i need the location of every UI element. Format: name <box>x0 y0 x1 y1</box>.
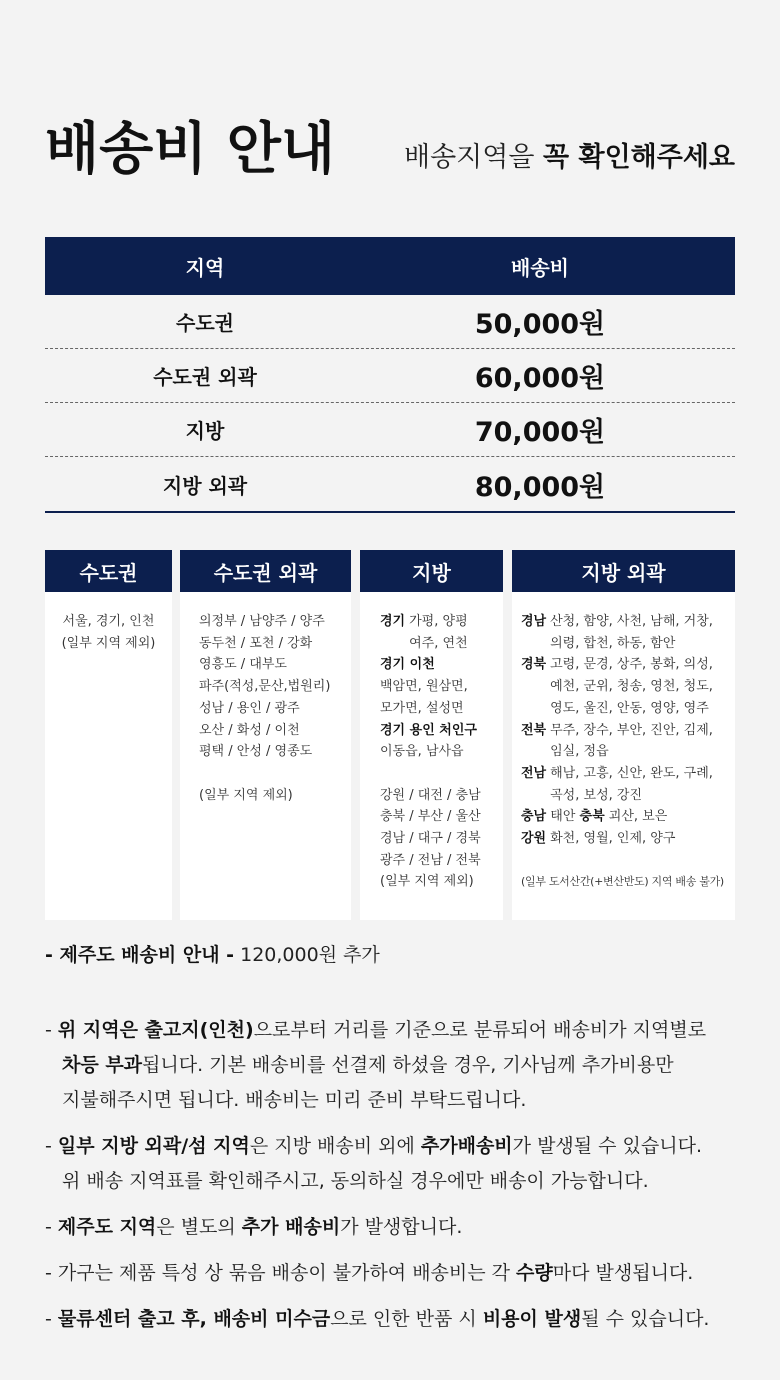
page-title: 배송비 안내 <box>45 117 335 182</box>
note-emphasis: 추가배송비 <box>420 1135 513 1157</box>
fee-amount: 70,000원 <box>474 417 606 448</box>
spacer <box>199 763 351 785</box>
fee-row <box>45 403 735 457</box>
zone-body <box>180 592 351 920</box>
note-item <box>45 1302 745 1337</box>
fee-region: 지방 외곽 <box>162 473 248 498</box>
zone-region-label: 충남 <box>521 809 547 825</box>
zone-body <box>512 592 735 920</box>
zone-column-province <box>360 550 503 920</box>
note-text: 으로부터 거리를 기준으로 분류되어 배송비가 지역별로 <box>253 1019 707 1041</box>
note-text: 가 발생합니다. <box>340 1216 463 1238</box>
zone-region-label: 경남 <box>521 614 547 629</box>
zone-region-label: 경북 <box>521 657 547 673</box>
zone-region-label: 전북 <box>521 722 547 738</box>
zone-group <box>521 806 735 828</box>
zone-group <box>521 720 735 763</box>
note-line <box>45 1083 745 1118</box>
zone-group <box>380 654 503 719</box>
note-line <box>45 1210 745 1245</box>
fee-amount: 50,000원 <box>474 309 606 340</box>
zone-line: 오산 / 화성 / 이천 <box>199 722 300 738</box>
zone-line: 의정부 / 남양주 / 양주 <box>199 614 325 629</box>
zone-line: 해남, 고흥, 신안, 완도, 구례, <box>550 765 713 781</box>
fee-row <box>45 349 735 403</box>
zone-region-label: 경기 <box>380 614 406 629</box>
zone-body <box>360 592 503 920</box>
note-line <box>45 1164 745 1199</box>
zone-line: 의령, 합천, 하동, 함안 <box>550 635 676 651</box>
zone-header: 수도권 외곽 <box>180 550 351 592</box>
note-line <box>45 1302 745 1337</box>
note-emphasis: 수량 <box>516 1262 553 1284</box>
zone-line: 무주, 장수, 부안, 진안, 김제, <box>550 722 713 738</box>
fee-amount: 60,000원 <box>474 363 606 394</box>
note-text: 으로 인한 반품 시 <box>330 1308 483 1330</box>
zone-line: 백암면, 원삼면, <box>380 679 468 695</box>
zone-group <box>521 828 735 850</box>
zone-line: 태안 <box>550 809 576 825</box>
zone-header: 지방 외곽 <box>512 550 735 592</box>
zone-line: 고령, 문경, 상주, 봉화, 의성, <box>550 657 713 673</box>
fee-row <box>45 457 735 513</box>
zone-line: 광주 / 전남 / 전북 <box>380 852 481 868</box>
fee-row <box>45 295 735 349</box>
note-item <box>45 1256 745 1291</box>
zone-column-province-outskirts <box>512 550 735 920</box>
zone-group-lines <box>550 611 713 654</box>
note-text: 될 수 있습니다. <box>581 1308 710 1330</box>
zone-line: 서울, 경기, 인천 <box>62 614 155 629</box>
zone-line: 경남 / 대구 / 경북 <box>380 831 481 847</box>
zone-line: 예천, 군위, 청송, 영천, 청도, <box>550 679 713 695</box>
zone-line: 영도, 울진, 안동, 영양, 영주 <box>550 700 709 716</box>
zone-line: 강원 / 대전 / 충남 <box>380 787 481 803</box>
note-item <box>45 1129 745 1199</box>
jeju-fee-amount: 120,000원 추가 <box>234 944 380 966</box>
column-header-fee: 배송비 <box>511 255 569 280</box>
note-text: 마다 발생됩니다. <box>552 1262 694 1284</box>
zone-line: 화천, 영월, 인제, 양구 <box>550 831 676 847</box>
zone-line: 평택 / 안성 / 영종도 <box>199 744 313 760</box>
zone-line: 영흥도 / 대부도 <box>199 657 287 673</box>
zone-line: 임실, 정읍 <box>550 744 609 760</box>
note-line <box>45 1048 745 1083</box>
zone-line: 성남 / 용인 / 광주 <box>199 700 300 716</box>
zone-group <box>380 611 503 654</box>
zone-header: 지방 <box>360 550 503 592</box>
note-text: 됩니다. 기본 배송비를 선결제 하셨을 경우, 기사님께 추가비용만 <box>142 1054 674 1076</box>
note-text: 은 지방 배송비 외에 <box>249 1135 421 1157</box>
zone-region-label: 전남 <box>521 765 547 781</box>
zone-group-lines <box>550 763 713 806</box>
zone-region-label: 경기 이천 <box>380 657 435 673</box>
note-text: - <box>45 1308 58 1330</box>
zone-region-label: 강원 <box>521 831 547 847</box>
zone-line: 가평, 양평 <box>409 614 468 629</box>
note-emphasis: 비용이 발생 <box>482 1308 582 1330</box>
zone-group <box>521 654 735 719</box>
note-text: 가 발생될 수 있습니다. <box>512 1135 703 1157</box>
zone-note: (일부 지역 제외) <box>199 787 293 803</box>
zone-group <box>521 611 735 654</box>
note-text: - 가구는 제품 특성 상 묶음 배송이 불가하여 배송비는 각 <box>45 1262 517 1284</box>
zone-group <box>380 720 503 763</box>
note-emphasis: 위 지역은 출고지(인천) <box>57 1019 254 1041</box>
zone-line: 이동읍, 남사읍 <box>380 744 464 760</box>
zone-region-label: 충북 <box>579 809 605 825</box>
zone-note: (일부 지역 제외) <box>61 635 156 651</box>
note-text: 지불해주시면 됩니다. 배송비는 미리 준비 부탁드립니다. <box>62 1089 527 1111</box>
spacer <box>380 763 503 785</box>
zone-region-label: 경기 용인 처인구 <box>380 722 477 738</box>
note-emphasis: 물류센터 출고 후, 배송비 미수금 <box>57 1308 331 1330</box>
fee-table <box>45 237 735 513</box>
jeju-fee-line <box>45 940 380 970</box>
note-line <box>45 1256 745 1291</box>
note-emphasis: 제주도 지역 <box>57 1216 157 1238</box>
note-line <box>45 1013 745 1048</box>
column-header-region: 지역 <box>185 255 225 280</box>
zone-line: 동두천 / 포천 / 강화 <box>199 635 313 651</box>
note-text: - <box>45 1019 58 1041</box>
zone-group-lines <box>409 611 468 654</box>
fee-region: 지방 <box>185 419 225 443</box>
zone-note: (일부 도서산간(+변산반도) 지역 배송 불가) <box>521 875 724 889</box>
zone-group-lines <box>550 720 713 763</box>
subtitle-text: 배송지역을 <box>404 142 544 173</box>
subtitle-emphasis: 꼭 확인해주세요 <box>543 142 735 173</box>
note-emphasis: 차등 부과 <box>62 1054 143 1076</box>
page-subtitle <box>404 141 735 175</box>
zone-line: 충북 / 부산 / 울산 <box>380 809 481 825</box>
zone-line: 여주, 연천 <box>409 635 468 651</box>
zone-line: 산청, 함양, 사천, 남해, 거창, <box>550 614 713 629</box>
jeju-fee-label: - 제주도 배송비 안내 - <box>45 944 235 966</box>
note-line <box>45 1129 745 1164</box>
note-text: 위 배송 지역표를 확인해주시고, 동의하실 경우에만 배송이 가능합니다. <box>62 1170 649 1192</box>
zone-group <box>521 763 735 806</box>
spacer <box>521 850 735 872</box>
zone-header: 수도권 <box>45 550 172 592</box>
zone-line: 모가면, 설성면 <box>380 700 464 716</box>
zone-table <box>45 550 735 920</box>
note-emphasis: 일부 지방 외곽/섬 지역 <box>57 1135 250 1157</box>
fee-amount: 80,000원 <box>474 471 606 503</box>
zone-group-lines <box>550 654 713 719</box>
note-emphasis: 추가 배송비 <box>241 1216 341 1238</box>
zone-line: 곡성, 보성, 강진 <box>550 787 643 803</box>
note-text: 은 별도의 <box>156 1216 242 1238</box>
zone-group-lines <box>550 828 675 850</box>
zone-line: 괴산, 보은 <box>608 809 668 825</box>
zone-body <box>45 592 172 920</box>
zone-line: 파주(적성,문산,법원리) <box>199 679 331 695</box>
fee-region: 수도권 <box>176 311 234 335</box>
note-item <box>45 1013 745 1118</box>
note-item <box>45 1210 745 1245</box>
fee-region: 수도권 외곽 <box>153 365 257 389</box>
zone-column-capital <box>45 550 172 920</box>
notes-list <box>45 1013 745 1348</box>
zone-column-capital-outskirts <box>180 550 351 920</box>
note-text: - <box>45 1216 58 1238</box>
note-text: - <box>45 1135 58 1157</box>
fee-table-header <box>45 237 735 295</box>
zone-note: (일부 지역 제외) <box>380 874 474 890</box>
